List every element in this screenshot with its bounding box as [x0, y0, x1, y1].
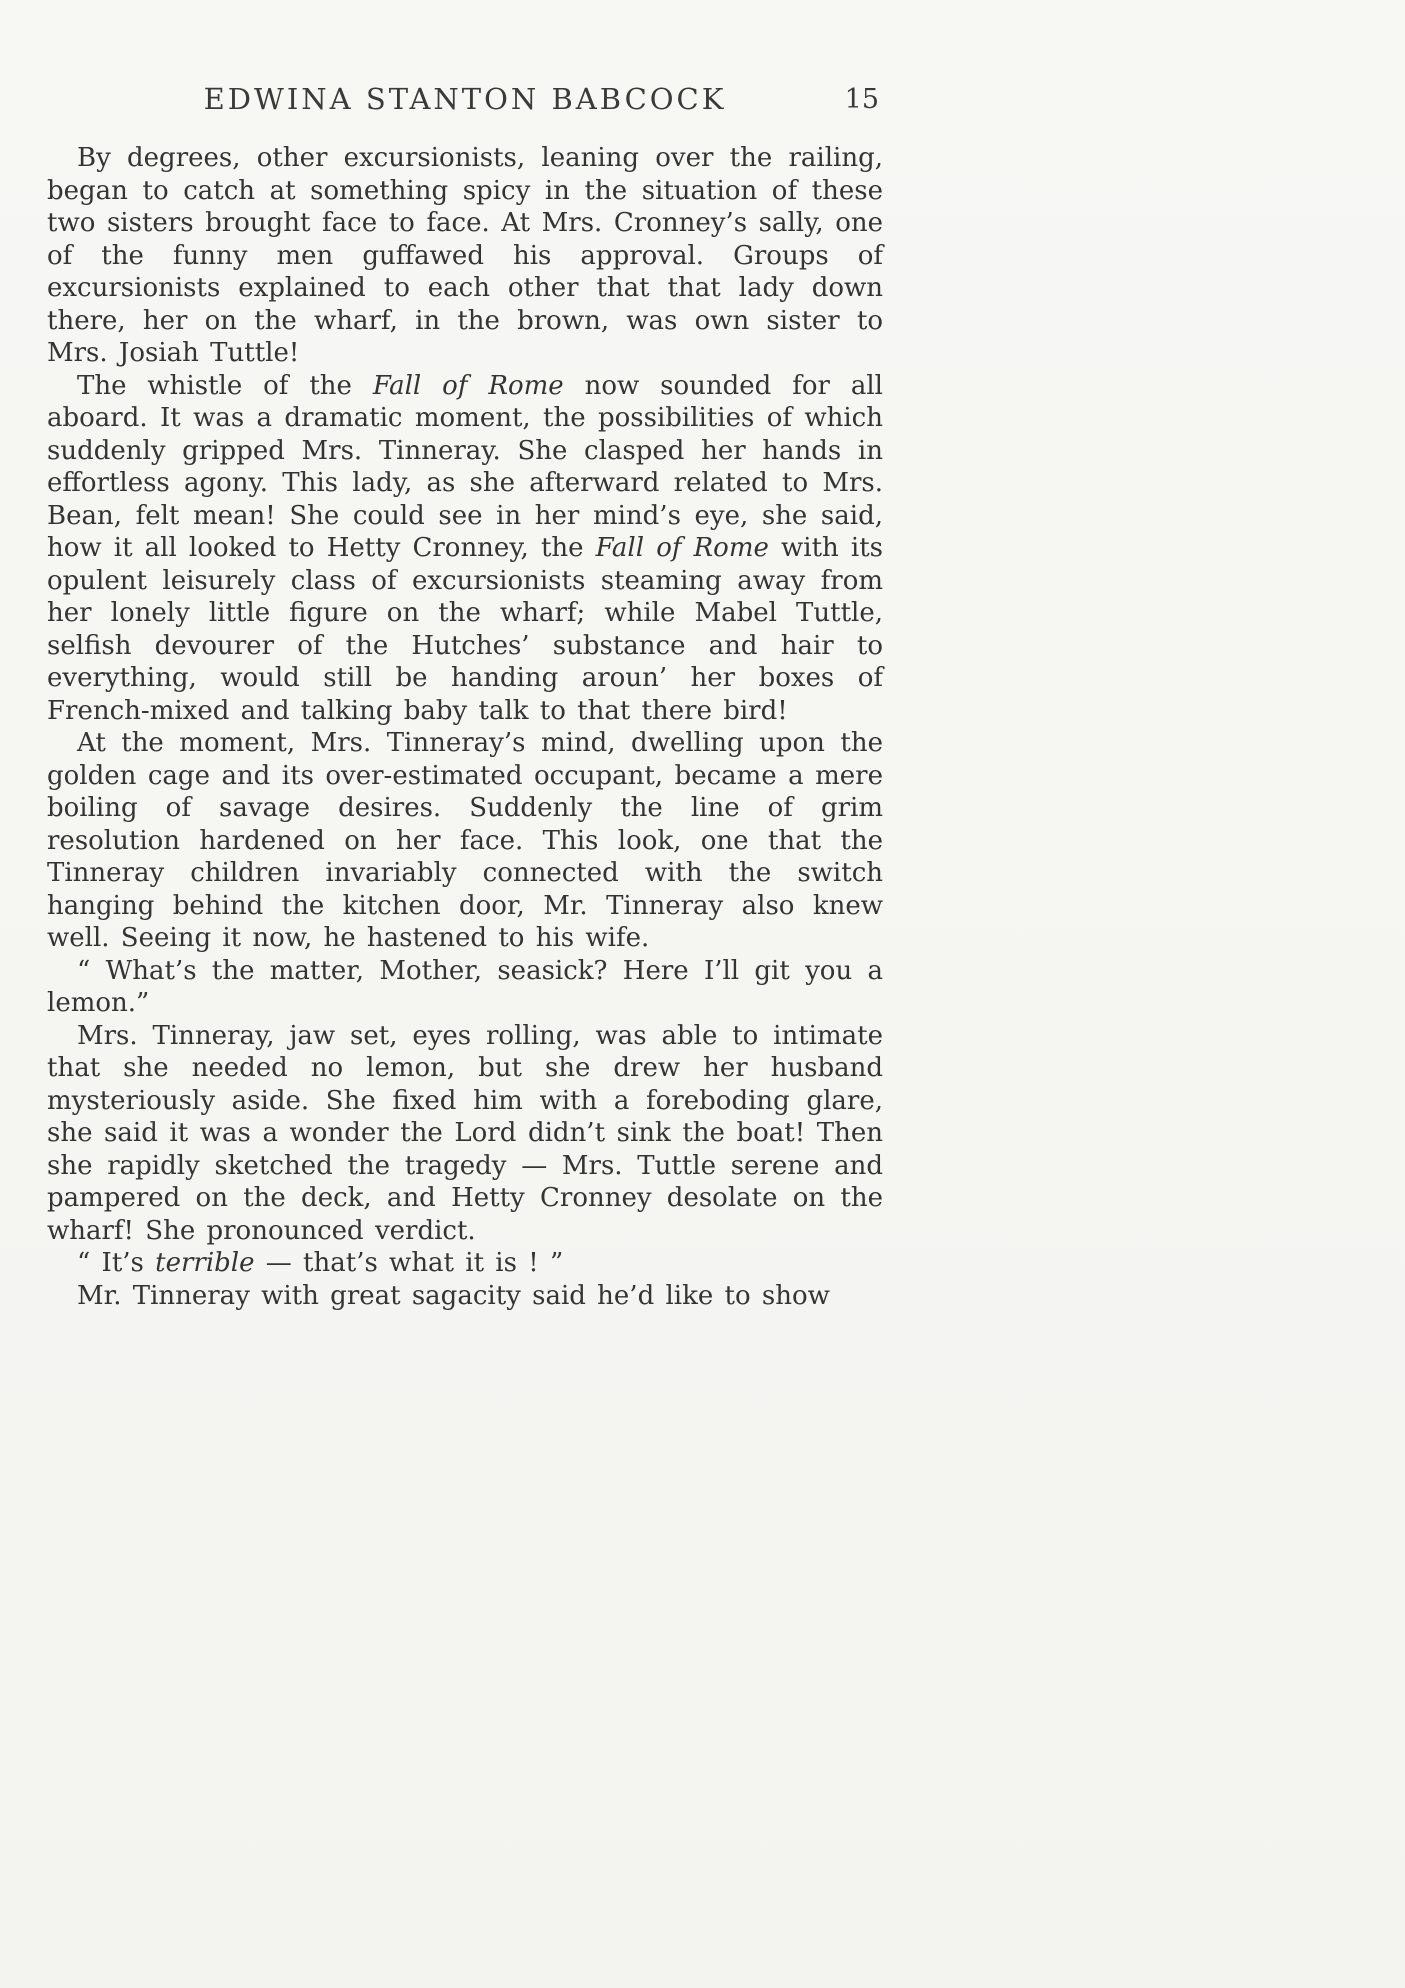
text-segment: with its opulent leisurely class of excursionists steaming away from her lonely little figure on the wharf; while Mabel Tuttle, selfish devourer of the Hutches’ substance and hair to everything, would still be handing aroun’ her boxes of French-mixed and talking baby talk to that there bird!	[47, 533, 883, 726]
page-body	[47, 142, 883, 1312]
italic-text: Fall of Rome	[372, 370, 564, 401]
text-segment: now sounded for all aboard. It was a dramatic moment, the possibilities of which suddenly gripped Mrs. Tinneray. She clasped her hands in effortless agony. This lady, as she afterward related to Mrs. Bean, felt mean! She could see in her mind’s eye, she said, how it all looked to Hetty Cronney, the	[47, 370, 884, 563]
paragraph	[47, 370, 883, 728]
running-title: EDWINA STANTON BABCOCK	[203, 82, 727, 116]
text-column	[47, 82, 883, 1312]
paragraph	[47, 1247, 883, 1280]
paragraph	[47, 955, 883, 1020]
paragraph	[47, 1280, 883, 1313]
text-segment: “ It’s	[77, 1248, 156, 1278]
page-number: 15	[844, 84, 879, 115]
page-header	[47, 82, 883, 132]
paragraph	[47, 142, 883, 370]
italic-text: Fall of Rome	[595, 533, 769, 563]
paragraph	[47, 1020, 883, 1248]
text-segment: Mrs. Tinneray, jaw set, eyes rolling, was able to intimate that she needed no lemon, but she drew her husband mysteriously aside. She fixed him with a foreboding glare, she said it was a wonder the Lord didn’t sink the boat! Then she rapidly sketched the tragedy — Mrs. Tuttle serene and pampered on the deck, and Hetty Cronney desolate on the wharf! She pronounced verdict.	[47, 1020, 883, 1246]
text-segment: At the moment, Mrs. Tinneray’s mind, dwelling upon the golden cage and its over-estimated occupant, became a mere boiling of savage desires. Suddenly the line of grim resolution hardened on her face. This look, one that the Tinneray children invariably connected with the switch hanging behind the kitchen door, Mr. Tinneray also knew well. Seeing it now, he hastened to his wife.	[47, 728, 883, 953]
text-segment: “ What’s the matter, Mother, seasick? Here I’ll git you a lemon.”	[47, 955, 883, 1018]
paragraph	[47, 727, 883, 955]
text-segment: Mr. Tinneray with great sagacity said he’d like to show	[77, 1280, 830, 1311]
italic-text: terrible	[155, 1248, 255, 1278]
text-segment: The whistle of the	[77, 370, 373, 401]
text-segment: — that’s what it is ! ”	[254, 1248, 564, 1278]
text-segment: By degrees, other excursionists, leaning over the railing, began to catch at something spicy in the situation of these two sisters brought face to face. At Mrs. Cronney’s sally, one of the funny men guffawed his approval. Groups of excursionists explained to each other that that lady down there, her on the wharf, in the brown, was own sister to Mrs. Josiah Tuttle!	[47, 143, 883, 368]
